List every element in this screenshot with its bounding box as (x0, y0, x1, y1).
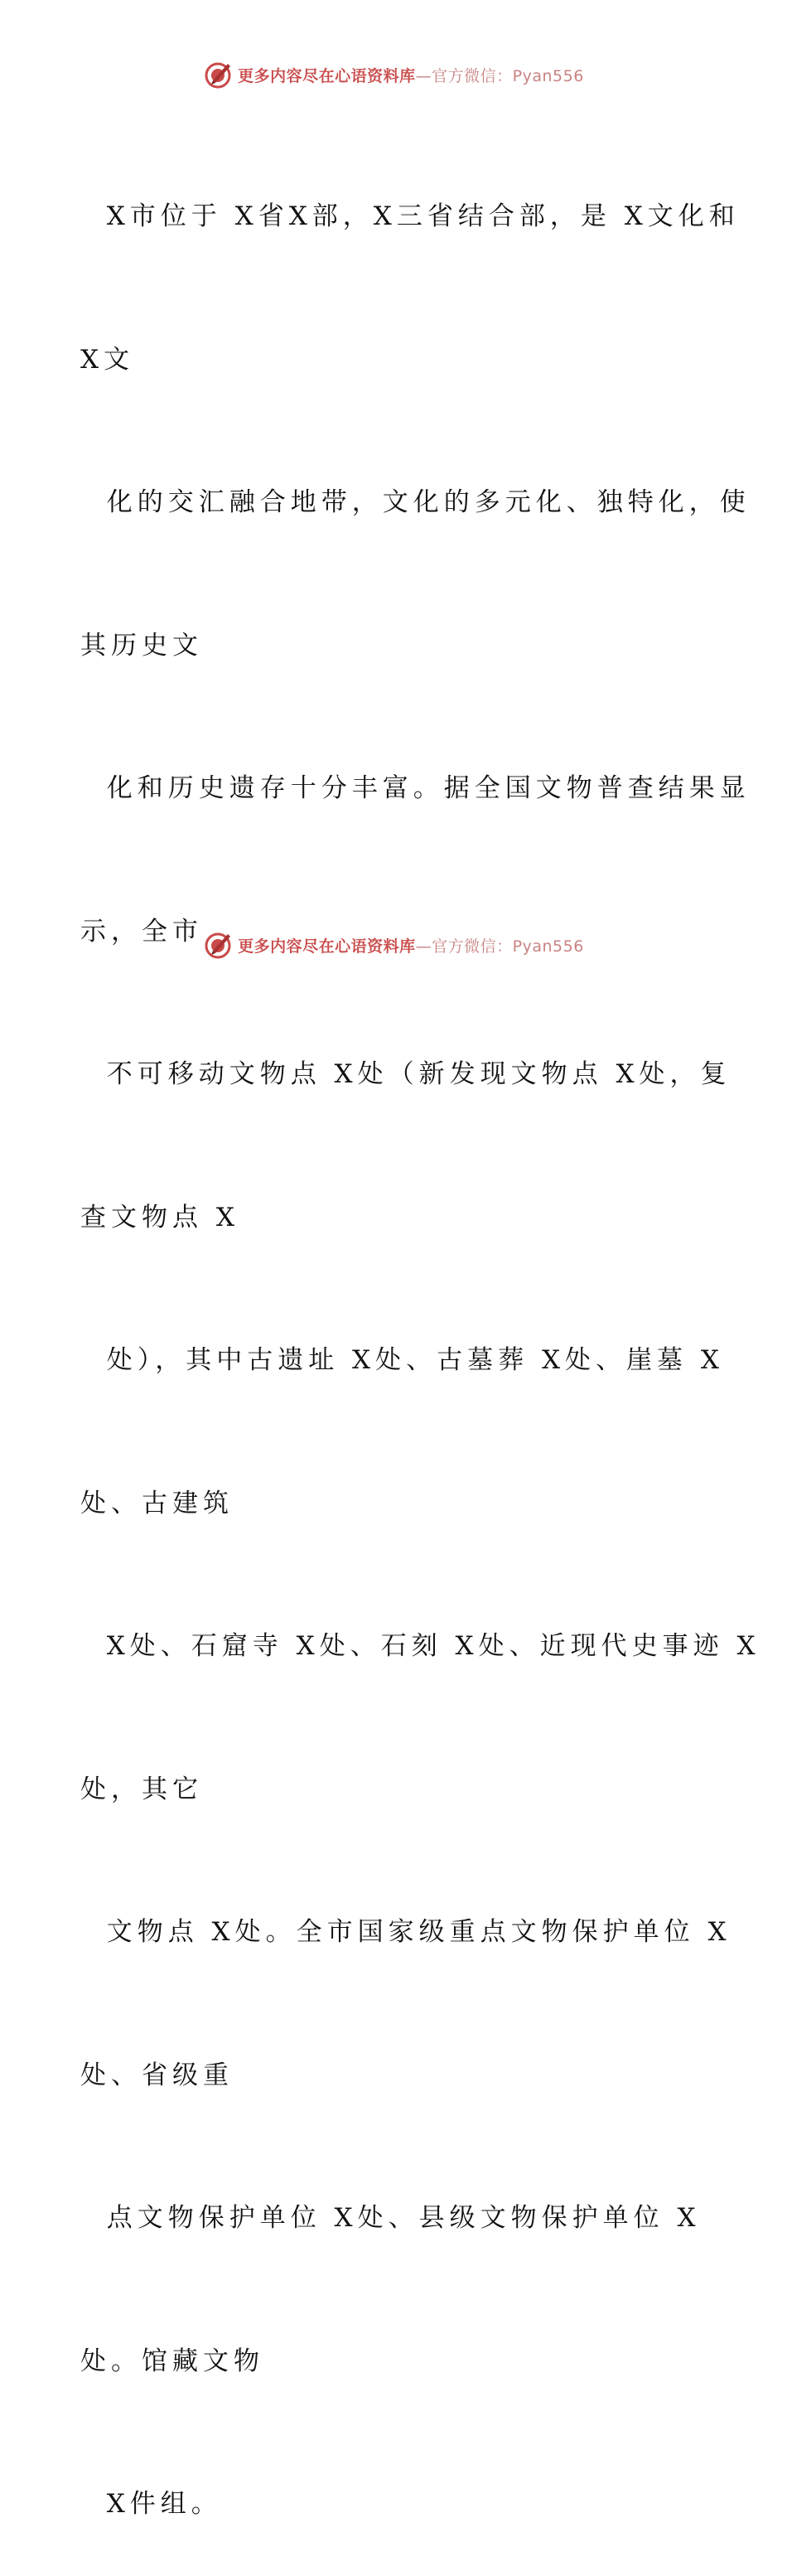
body-line: 处、省级重 (80, 2060, 234, 2090)
body-line: X市位于 X省X部，X三省结合部，是 X文化和 (80, 201, 740, 231)
body-line: 不可移动文物点 X处（新发现文物点 X处，复 (80, 1059, 731, 1089)
body-line: X处、石窟寺 X处、石刻 X处、近现代史事迹 X (80, 1631, 760, 1661)
body-line: 点文物保护单位 X处、县级文物保护单位 X (80, 2203, 701, 2233)
banner-title: 更多内容尽在心语资料库 (238, 937, 416, 956)
body-line: 查文物点 X (80, 1202, 239, 1232)
body-line: 其历史文 (80, 630, 203, 661)
body-line: X件组。 (80, 2489, 222, 2519)
body-line: 处。馆藏文物 (80, 2346, 264, 2376)
body-line: 化和历史遗存十分丰富。据全国文物普查结果显 (80, 773, 751, 803)
body-line: 文物点 X处。全市国家级重点文物保护单位 X (80, 1917, 731, 1947)
footer-banner (0, 928, 787, 961)
banner-separator: — (415, 66, 432, 85)
body-line: 化的交汇融合地带，文化的多元化、独特化，使 (80, 487, 751, 517)
body-line: 处、古建筑 (80, 1488, 234, 1518)
body-line: 处，其它 (80, 1774, 203, 1804)
banner-text (238, 934, 584, 956)
body-line: 示，全市 (80, 916, 203, 947)
banner-suffix: 官方微信：Pyan556 (432, 66, 584, 85)
banner-separator: — (415, 937, 432, 956)
banner-suffix: 官方微信：Pyan556 (432, 937, 584, 956)
pen-logo-icon (203, 60, 233, 90)
document-body (80, 98, 760, 2576)
body-line: X文 (80, 344, 135, 375)
banner-title: 更多内容尽在心语资料库 (238, 66, 416, 85)
header-banner (0, 58, 787, 91)
body-line: 处），其中古遗址 X处、古墓葬 X处、崖墓 X (80, 1345, 724, 1375)
banner-text (238, 64, 584, 86)
pen-logo-icon (203, 930, 233, 960)
